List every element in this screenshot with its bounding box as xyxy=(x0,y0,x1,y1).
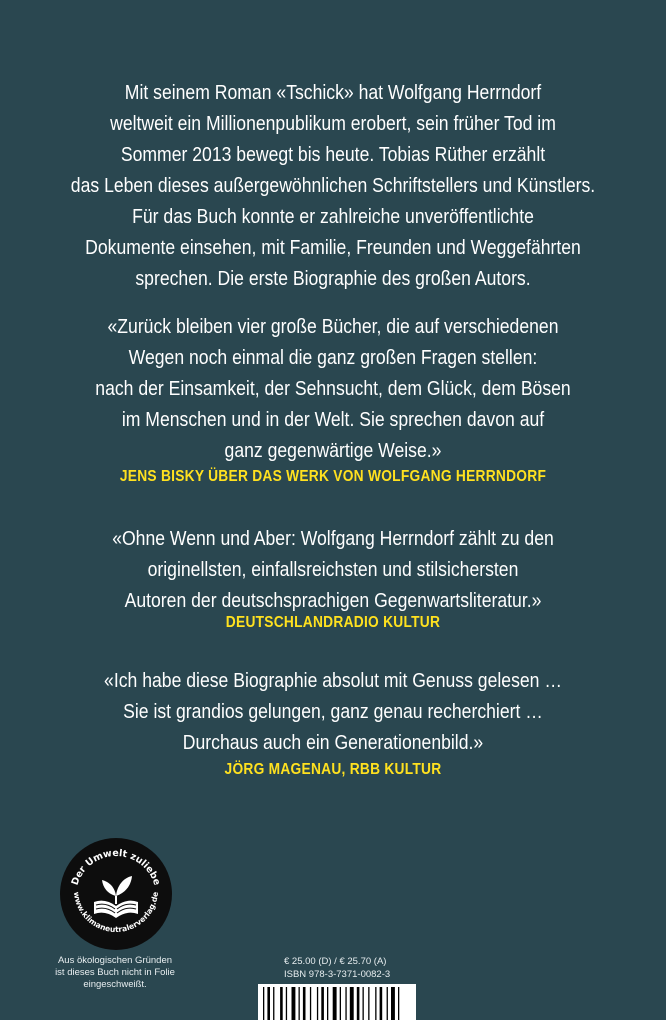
quote-line: Autoren der deutschsprachigen Gegenwartsliteratur.» xyxy=(124,590,542,612)
seal-top-text: Der Umwelt zuliebe xyxy=(69,847,163,887)
quote-attribution: JENS BISKY ÜBER DAS WERK VON WOLFGANG HERRNDORF xyxy=(119,468,547,485)
barcode-bar xyxy=(357,987,360,1020)
quote-line: im Menschen und in der Welt. Sie sprechen davon auf xyxy=(121,409,545,431)
quote-line: Sie ist grandios gelungen, ganz genau recherchiert … xyxy=(123,701,543,723)
eco-seal-logo xyxy=(60,838,172,950)
svg-text:Der Umwelt zuliebe xyxy=(70,848,163,887)
quote-magenau xyxy=(40,666,626,759)
quote-line: nach der Einsamkeit, der Sehnsucht, dem Glück, dem Bösen xyxy=(95,378,571,400)
quote-line: «Ich habe diese Biographie absolut mit Genuss gelesen … xyxy=(104,670,562,692)
barcode-bar xyxy=(380,987,383,1020)
intro-line: Dokumente einsehen, mit Familie, Freunden und Weggefährten xyxy=(85,237,581,259)
eco-note-line: ist dieses Buch nicht in Folie xyxy=(55,967,175,978)
quote-attribution: JÖRG MAGENAU, RBB KULTUR xyxy=(224,761,442,778)
barcode-bar xyxy=(391,987,395,1020)
barcode-bars xyxy=(258,984,416,1020)
barcode-bar xyxy=(345,987,346,1020)
isbn-line: ISBN 978-3-7371-0082-3 xyxy=(284,969,391,980)
barcode-bar xyxy=(375,987,376,1020)
barcode-bar xyxy=(327,987,328,1020)
barcode-bar xyxy=(363,987,364,1020)
barcode-bar xyxy=(321,987,324,1020)
intro-line: Für das Buch konnte er zahlreiche unveröffentlichte xyxy=(132,206,534,228)
quote-line: «Ohne Wenn und Aber: Wolfgang Herrndorf zählt zu den xyxy=(112,528,554,550)
barcode-bar xyxy=(398,987,399,1020)
intro-line: Mit seinem Roman «Tschick» hat Wolfgang Herrndorf xyxy=(124,82,542,104)
barcode-bar xyxy=(286,987,287,1020)
book-sprout-icon xyxy=(60,838,172,950)
price-line: € 25.00 (D) / € 25.70 (A) xyxy=(284,956,387,967)
quote-bisky xyxy=(40,312,626,467)
eco-note-line: eingeschweißt. xyxy=(83,979,147,990)
barcode-bar xyxy=(368,987,369,1020)
quote-line: «Zurück bleiben vier große Bücher, die auf verschiedenen xyxy=(107,316,559,338)
barcode xyxy=(258,984,416,1020)
barcode-bar xyxy=(263,987,264,1020)
quote-line: Durchaus auch ein Generationenbild.» xyxy=(182,732,484,754)
quote-deutschlandradio xyxy=(40,524,626,617)
barcode-bar xyxy=(310,987,311,1020)
price-block xyxy=(284,955,390,981)
intro-paragraph xyxy=(40,78,626,295)
barcode-bar xyxy=(299,987,300,1020)
seal-bottom-text: www.klimaneutralerverlag.de xyxy=(71,891,161,935)
barcode-bar xyxy=(292,987,296,1020)
quote-attribution: DEUTSCHLANDRADIO KULTUR xyxy=(225,614,441,631)
quote-line: originellsten, einfallsreichsten und stilsichersten xyxy=(147,559,519,581)
quote-line: Wegen noch einmal die ganz großen Fragen stellen: xyxy=(128,347,538,369)
intro-line: Sommer 2013 bewegt bis heute. Tobias Rüther erzählt xyxy=(120,144,546,166)
eco-note xyxy=(40,955,190,991)
eco-note-line: Aus ökologischen Gründen xyxy=(57,955,173,966)
intro-line: das Leben dieses außergewöhnlichen Schriftstellers und Künstlers. xyxy=(70,175,596,197)
barcode-bar xyxy=(273,987,274,1020)
barcode-bar xyxy=(280,987,283,1020)
barcode-bar xyxy=(350,987,354,1020)
barcode-bar xyxy=(387,987,388,1020)
barcode-bar xyxy=(267,987,270,1020)
barcode-bar xyxy=(333,987,337,1020)
quote-line: ganz gegenwärtige Weise.» xyxy=(224,440,442,462)
intro-line: sprechen. Die erste Biographie des großen Autors. xyxy=(135,268,531,290)
barcode-bar xyxy=(317,987,318,1020)
intro-line: weltweit ein Millionenpublikum erobert, sein früher Tod im xyxy=(110,113,556,135)
barcode-bar xyxy=(340,987,341,1020)
barcode-bar xyxy=(303,987,306,1020)
